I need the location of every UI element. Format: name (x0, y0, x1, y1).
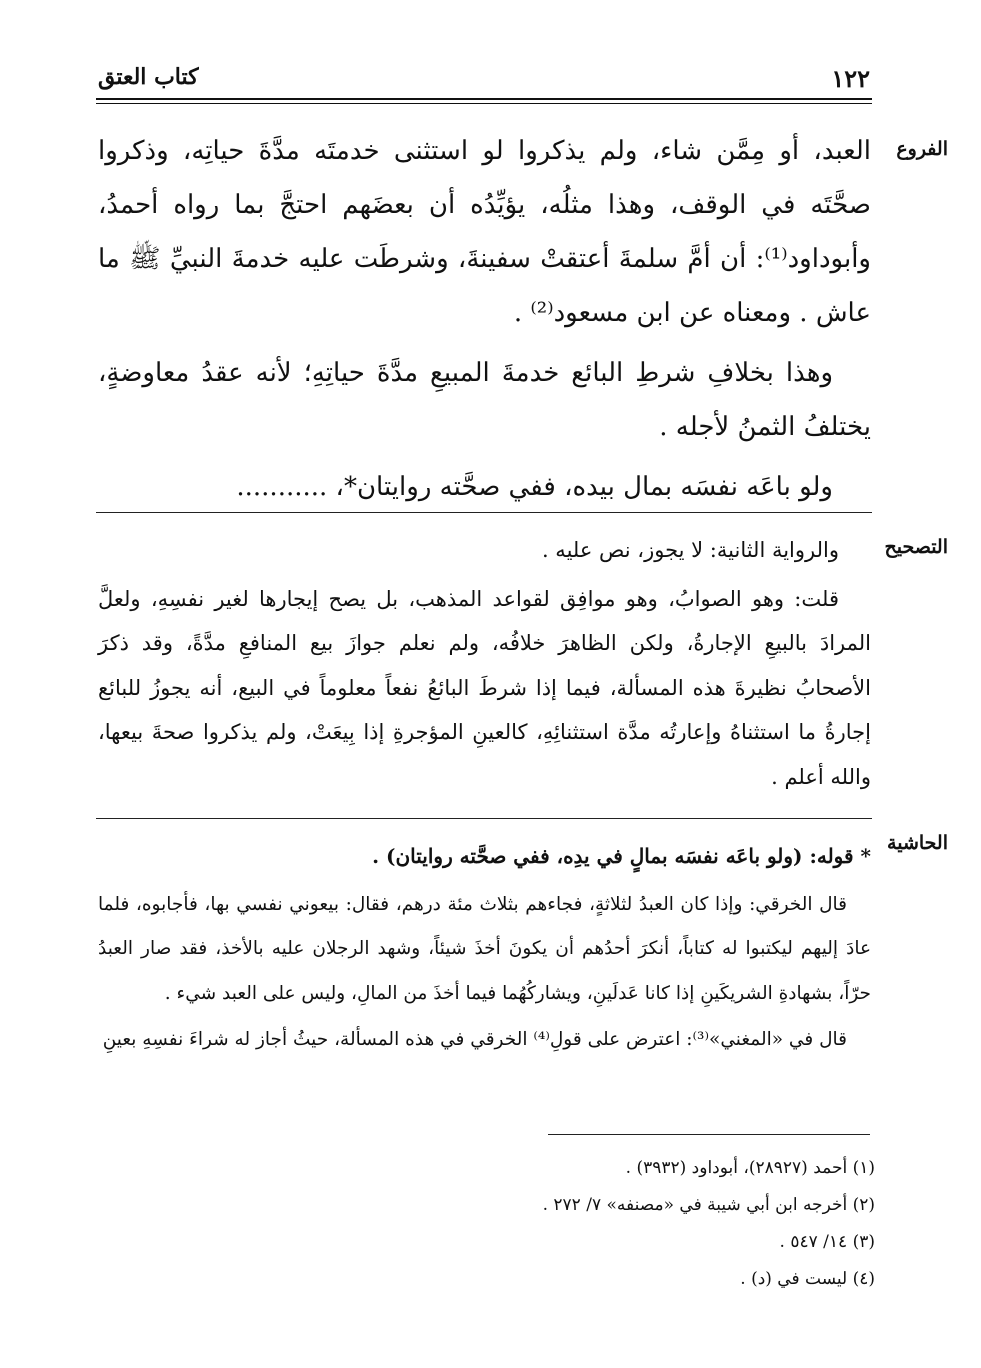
hashiya-paragraph-2: قال في «المغني»⁽³⁾: اعترض على قولِ⁽⁴⁾ الخرقي في هذه المسألة، حيثُ أجاز له شراءَ نفسِهِ بعينِ (102, 1029, 847, 1050)
furu-paragraph-1: العبد، أو مِمَّن شاء، ولم يذكروا لو استثنى خدمتَه مدَّةَ حياتِه، وذكروا صحَّتَه في الوقف، وهذا مثلُه، يؤيِّدُه أن بعضَهم احتجَّ بما رواه أحمدُ، وأبوداود⁽¹⁾: أن أمَّ سلمةَ أعتقتْ سفينةَ، وشرطَت عليه خدمةَ النبيِّ ﷺ ما عاش . ومعناه عن ابن مسعود⁽²⁾ . (98, 136, 871, 328)
book-title: كتاب العتق (98, 64, 199, 90)
tashih-paragraph-2: قلت: وهو الصوابُ، وهو موافِق لقواعد المذهب، بل يصح إيجارها لغير نفسِهِ، ولعلَّ المرادَ بالبيعِ الإجارةُ، ولكن الظاهرَ خلافُه، ولم نعلم جوازَ بيع المنافعِ مدَّةً، وقد ذكرَ الأصحابُ نظيرةَ هذه المسألة، فيما إذا شرطَ البائعُ نفعاً معلوماً في البيع، أنه يجوزُ للبائع إجارةُ ما استثناهُ وإعارتُه مدَّة استثنائِهِ، كالعينِ المؤجرةِ إذا بِيعَتْ، ولم يذكروا صحةَ بيعها، والله أعلم . (98, 586, 871, 789)
section-label-furu: الفروع (896, 138, 948, 160)
section-divider-1 (96, 512, 872, 513)
section-tashih (98, 528, 871, 799)
hashiya-quote-line: * قوله: (ولو باعَه نفسَه بمالٍ في يدِه، ففي صحَّته روايتان) . (372, 844, 871, 868)
section-furu (98, 124, 871, 514)
footnote-1: (١) أحمد (٢٨٩٢٧)، أبوداود (٣٩٣٢) . (625, 1158, 875, 1178)
footnote-2: (٢) أخرجه ابن أبي شيبة في «مصنفه» ٧/ ٢٧٢ . (542, 1195, 875, 1215)
tashih-paragraph-1: والرواية الثانية: لا يجوز، نص عليه . (541, 538, 839, 562)
furu-paragraph-3: ولو باعَه نفسَه بمال بيده، ففي صحَّته روايتان*، ........... (236, 472, 833, 502)
furu-paragraph-2: وهذا بخلافِ شرطِ البائع خدمةَ المبيعِ مدَّةَ حياتِهِ؛ لأنه عقدُ معاوضةٍ، يختلفُ الثمنُ لأجله . (98, 358, 871, 442)
header-rule-thin (96, 103, 872, 104)
section-divider-2 (96, 818, 872, 819)
footnote-4: (٤) ليست في (د) . (740, 1269, 875, 1289)
section-hashiya (98, 834, 871, 1063)
section-label-tashih: التصحيح (884, 536, 948, 558)
hashiya-paragraph-1: قال الخرقي: وإذا كان العبدُ لثلاثةٍ، فجاءهم بثلاث مئة درهم، فقال: بيعوني نفسي بها، فأجابوه، فلما عادَ إليهم ليكتبوا له كتاباً، أنكرَ أحدُهم أن يكونَ أخذَ شيئاً، وشهد الرجلان عليه بالأخذ، فقد صار العبدُ حرّاً، بشهادةِ الشريكَينِ إذا كانا عَدلَينِ، ويشاركُهُما فيما أخذَ من المالِ، وليس على العبد شيء . (98, 893, 871, 1004)
footnote-3: (٣) ١٤/ ٥٤٧ . (779, 1232, 875, 1252)
page-number: ١٢٢ (831, 64, 870, 93)
section-label-hashiya: الحاشية (887, 832, 948, 854)
footnotes (300, 1150, 875, 1298)
header-rule (96, 98, 872, 100)
page-header (98, 64, 870, 100)
footnote-rule (548, 1134, 870, 1135)
